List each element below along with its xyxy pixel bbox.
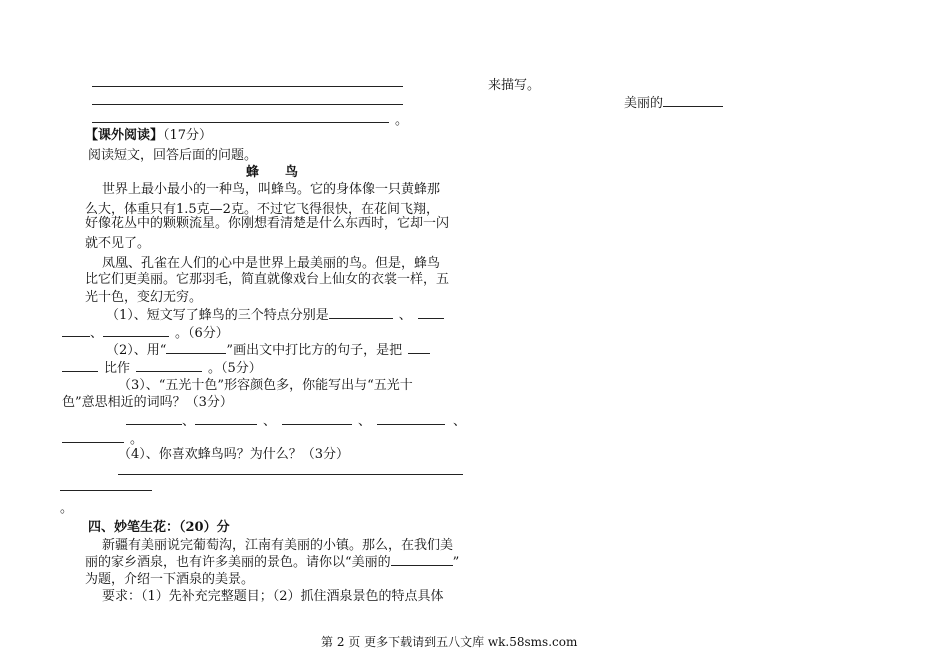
q3-sep-4: 、 [453, 414, 467, 429]
page-footer: 第 2 页 更多下载请到五八文库 wk.58sms.com [321, 635, 578, 649]
passage-p1-line4: 就不见了。 [85, 236, 151, 251]
q3-end: 。 [130, 432, 144, 447]
q1-blank-2a[interactable] [418, 306, 444, 319]
question-4-text: （4）、你喜欢蜂鸟吗？为什么？（3分） [118, 447, 350, 462]
q3-sep-3: 、 [358, 414, 372, 429]
composition-title-blank[interactable] [663, 94, 723, 107]
extra-reading-score: （17分） [163, 128, 213, 143]
q4-answer-line-1[interactable] [118, 474, 463, 475]
q1-end: 。（6分） [175, 326, 229, 341]
q2-blank-3[interactable] [136, 359, 202, 372]
passage-p1-line2: 么大，体重只有1.5克—2克。不过它飞得很快，在花间飞翔， [85, 202, 439, 217]
composition-title-prefix: 美丽的 [624, 96, 664, 111]
q1-blank-1[interactable] [329, 306, 393, 319]
answer-line-period: 。 [395, 113, 409, 128]
q2-blank-2a[interactable] [408, 341, 430, 354]
reading-instruction: 阅读短文，回答后面的问题。 [88, 148, 258, 163]
extra-reading-title: 【课外阅读】 [85, 128, 164, 143]
passage-p2-line3: 光十色，变幻无穷。 [85, 290, 203, 305]
answer-line-3 [92, 122, 389, 123]
right-continued-text: 来描写。 [488, 78, 541, 93]
q3-blank-3[interactable] [282, 412, 352, 425]
passage-title: 蜂 鸟 [246, 165, 299, 180]
q1-blank-3[interactable] [103, 324, 169, 337]
section4-title-blank[interactable] [391, 553, 453, 566]
question-2-end: 。（5分） [208, 361, 262, 376]
q1-sep2: 、 [90, 326, 104, 341]
composition-title-label [624, 92, 723, 111]
question-2-text-b: ”画出文中打比方的句子，是把 [226, 343, 403, 358]
passage-p2-line2: 比它们更美丽。它那羽毛，简直就像戏台上仙女的衣裳一样，五 [85, 272, 450, 287]
question-3-blanks-row1 [126, 410, 466, 429]
extra-reading-heading [85, 124, 212, 143]
question-3-line2: 色”意思相近的词吗？（3分） [62, 395, 233, 410]
answer-line-2 [92, 104, 403, 105]
question-2-text-a: （2）、用“ [106, 343, 167, 358]
q1-sep: 、 [398, 308, 412, 323]
q3-blank-2[interactable] [195, 412, 257, 425]
section4-line2-quote: ” [452, 555, 460, 570]
question-2-line1 [106, 339, 430, 358]
question-1-text: （1）、短文写了蜂鸟的三个特点分别是 [106, 308, 329, 323]
section4-heading: 四、妙笔生花：（20）分 [88, 520, 230, 535]
question-2-text-c: 比作 [104, 361, 131, 376]
q3-sep-2: 、 [263, 414, 277, 429]
answer-line-1 [92, 86, 403, 87]
q4-end: 。 [60, 501, 74, 516]
q3-blank-4[interactable] [377, 412, 445, 425]
q1-blank-2b[interactable] [62, 324, 90, 337]
question-1-line1 [106, 304, 444, 323]
q2-blank-2b[interactable] [62, 359, 98, 372]
q3-blank-1[interactable] [126, 412, 182, 425]
q3-sep-1: 、 [182, 414, 196, 429]
section4-line1: 新疆有美丽说完葡萄沟，江南有美丽的小镇。那么，在我们美 [102, 538, 454, 553]
section4-line2-text: 丽的家乡酒泉，也有许多美丽的景色。请你以“美丽的 [85, 555, 391, 570]
section4-line3: 为题，介绍一下酒泉的美景。 [85, 572, 255, 587]
section4-requirements: 要求：（1）先补充完整题目；（2）抓住酒泉景色的特点具体 [102, 589, 444, 604]
q4-answer-line-2[interactable] [60, 490, 152, 491]
passage-p1-line1: 世界上最小最小的一种鸟，叫蜂鸟。它的身体像一只黄蜂那 [102, 182, 441, 197]
q3-blank-5[interactable] [62, 430, 124, 443]
passage-p2-line1: 凤凰、孔雀在人们的心中是世界上最美丽的鸟。但是，蜂鸟 [102, 256, 441, 271]
q2-blank-1[interactable] [166, 341, 226, 354]
passage-p1-line3: 好像花丛中的颗颗流星。你刚想看清楚是什么东西时，它却一闪 [85, 216, 450, 231]
question-3-line1: （3）、“五光十色”形容颜色多，你能写出与“五光十 [118, 378, 413, 393]
